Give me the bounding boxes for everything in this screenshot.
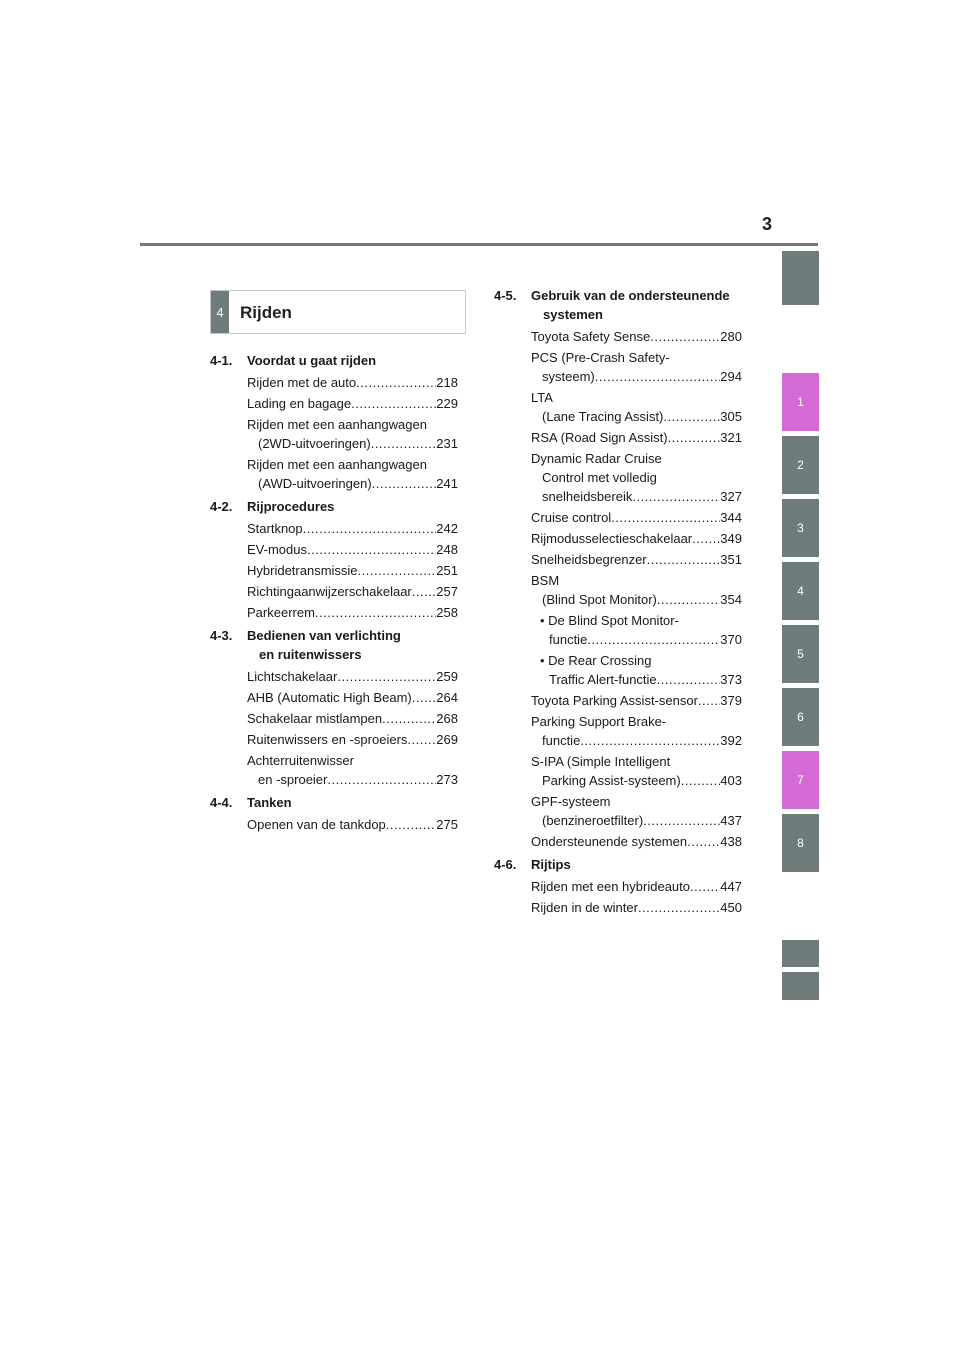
- toc-page-number: 259: [436, 669, 458, 684]
- toc-entry-text: Openen van de tankdop: [247, 817, 386, 832]
- toc-page-number: 450: [720, 900, 742, 915]
- toc-group-title-line: Rijtips: [531, 857, 571, 872]
- toc-leader-dots: [643, 811, 720, 830]
- toc-leader-dots: [315, 603, 436, 622]
- toc-entry[interactable]: [531, 449, 742, 506]
- toc-leader-dots: [650, 327, 720, 346]
- toc-entry-text: snelheidsbereik: [542, 489, 633, 504]
- toc-entry-last-line: [247, 474, 458, 493]
- section-number: 4: [211, 291, 229, 333]
- toc-group-heading: [494, 286, 742, 324]
- toc-group-heading: [210, 626, 458, 664]
- toc-group-title: [531, 286, 742, 324]
- toc-leader-dots: [690, 877, 720, 896]
- toc-entry[interactable]: [531, 388, 742, 426]
- toc-group-number: 4-6.: [494, 857, 517, 872]
- toc-entry-last-line: [531, 590, 742, 609]
- toc-leader-dots: [412, 688, 437, 707]
- toc-entry[interactable]: [531, 712, 742, 750]
- toc-entry-last-line: [247, 709, 458, 728]
- toc-group-heading: [494, 855, 742, 874]
- toc-leader-dots: [687, 832, 720, 851]
- toc-entry-line: LTA: [531, 390, 553, 405]
- chapter-tab-7[interactable]: 7: [782, 751, 819, 809]
- toc-entry-last-line: [247, 688, 458, 707]
- toc-page-number: 251: [436, 563, 458, 578]
- toc-entry-text: EV-modus: [247, 542, 307, 557]
- toc-entry-last-line: [247, 667, 458, 686]
- toc-page-number: 280: [720, 329, 742, 344]
- toc-entry-last-line: [531, 529, 742, 548]
- toc-leader-dots: [371, 434, 437, 453]
- toc-entry-last-line: [531, 731, 742, 750]
- toc-page-number: 268: [436, 711, 458, 726]
- toc-entry-last-line: [531, 508, 742, 527]
- toc-leader-dots: [692, 529, 720, 548]
- toc-entry-last-line: [247, 540, 458, 559]
- toc-group-title: [247, 497, 458, 516]
- toc-entry[interactable]: [247, 394, 458, 413]
- toc-entry[interactable]: [247, 415, 458, 453]
- toc-entry[interactable]: [531, 792, 742, 830]
- toc-entry-last-line: [531, 877, 742, 896]
- toc-entry-last-line: [247, 394, 458, 413]
- toc-entry[interactable]: [247, 519, 458, 538]
- toc-entry[interactable]: [531, 508, 742, 527]
- section-title: Rijden: [240, 303, 292, 322]
- toc-leader-dots: [327, 770, 436, 789]
- toc-leader-dots: [356, 373, 436, 392]
- chapter-tab-2[interactable]: 2: [782, 436, 819, 494]
- toc-left-column: [210, 351, 458, 838]
- toc-leader-dots: [657, 590, 720, 609]
- toc-entry-line: GPF-systeem: [531, 794, 611, 809]
- toc-leader-dots: [595, 367, 721, 386]
- toc-group-number: 4-1.: [210, 353, 233, 368]
- toc-entry-last-line: [247, 582, 458, 601]
- toc-entry-last-line: [531, 691, 742, 710]
- toc-entry[interactable]: [531, 550, 742, 569]
- toc-group-title-line: Rijprocedures: [247, 499, 335, 514]
- toc-entry-last-line: [531, 327, 742, 346]
- toc-entry-line: Rijden met een aanhangwagen: [247, 457, 427, 472]
- toc-entry-text: Ruitenwissers en -sproeiers: [247, 732, 408, 747]
- toc-entry-last-line: [531, 771, 742, 790]
- toc-entry-text: (2WD-uitvoeringen): [258, 436, 371, 451]
- toc-entry-text: RSA (Road Sign Assist): [531, 430, 668, 445]
- toc-group: [210, 626, 458, 789]
- toc-page-number: 275: [436, 817, 458, 832]
- chapter-tab-4[interactable]: 4: [782, 562, 819, 620]
- toc-entry-text: (Lane Tracing Assist): [542, 409, 664, 424]
- toc-entry[interactable]: [531, 832, 742, 851]
- toc-entry-text: Parking Assist-systeem): [542, 773, 681, 788]
- toc-page-number: 305: [720, 409, 742, 424]
- toc-right-column: [494, 286, 742, 921]
- toc-entry-text: en -sproeier: [258, 772, 328, 787]
- toc-group-title-line: Bedienen van verlichting: [247, 628, 401, 643]
- toc-entry-text: functie: [542, 733, 581, 748]
- toc-entry-last-line: [531, 367, 742, 386]
- toc-entry-last-line: [531, 670, 742, 689]
- header-rule: [140, 243, 818, 246]
- toc-entry[interactable]: [247, 709, 458, 728]
- toc-entry-text: Lading en bagage: [247, 396, 352, 411]
- toc-page-number: 248: [436, 542, 458, 557]
- toc-group-title-line: Tanken: [247, 795, 292, 810]
- toc-entry-last-line: [531, 428, 742, 447]
- toc-entry[interactable]: [531, 898, 742, 917]
- toc-page-number: 392: [720, 733, 742, 748]
- toc-page-number: 269: [436, 732, 458, 747]
- toc-entry-text: systeem): [542, 369, 595, 384]
- toc-page-number: 231: [436, 436, 458, 451]
- toc-group-title-line: en ruitenwissers: [259, 647, 362, 662]
- toc-entry-last-line: [247, 603, 458, 622]
- toc-leader-dots: [372, 474, 437, 493]
- toc-leader-dots: [587, 630, 720, 649]
- toc-entry-last-line: [247, 730, 458, 749]
- toc-page-number: 437: [720, 813, 742, 828]
- toc-page-number: 344: [720, 510, 742, 525]
- toc-entry-text: Rijden met een hybrideauto: [531, 879, 690, 894]
- toc-entry-last-line: [247, 373, 458, 392]
- toc-entry-text: Richtingaanwijzerschakelaar: [247, 584, 412, 599]
- toc-entry-text: AHB (Automatic High Beam): [247, 690, 412, 705]
- chapter-tab-3[interactable]: 3: [782, 499, 819, 557]
- toc-entry-text: Toyota Safety Sense: [531, 329, 651, 344]
- toc-group-heading: [210, 497, 458, 516]
- toc-entry-text: Ondersteunende systemen: [531, 834, 688, 849]
- toc-group-title: [247, 351, 458, 370]
- toc-entry-last-line: [531, 898, 742, 917]
- toc-entry-last-line: [247, 519, 458, 538]
- chapter-tab-5[interactable]: 5: [782, 625, 819, 683]
- toc-entry[interactable]: [247, 561, 458, 580]
- toc-leader-dots: [303, 519, 437, 538]
- toc-page-number: 373: [720, 672, 742, 687]
- toc-entry-text: Lichtschakelaar: [247, 669, 338, 684]
- toc-page-number: 438: [720, 834, 742, 849]
- toc-entry[interactable]: [531, 651, 742, 689]
- toc-entry-line: Parking Support Brake-: [531, 714, 667, 729]
- toc-entry-text: (benzineroetfilter): [542, 813, 644, 828]
- toc-entry-last-line: [531, 407, 742, 426]
- chapter-tab-blank[interactable]: [782, 940, 819, 967]
- toc-entry[interactable]: [531, 571, 742, 609]
- toc-entry-last-line: [531, 630, 742, 649]
- section-header: [210, 290, 466, 334]
- toc-entry[interactable]: [247, 730, 458, 749]
- toc-entry-line: • De Rear Crossing: [540, 653, 652, 668]
- toc-entry[interactable]: [531, 327, 742, 346]
- toc-entry-line: • De Blind Spot Monitor-: [540, 613, 679, 628]
- toc-entry-text: (AWD-uitvoeringen): [258, 476, 372, 491]
- toc-page-number: 349: [720, 531, 742, 546]
- toc-entry-text: Schakelaar mistlampen: [247, 711, 383, 726]
- toc-leader-dots: [698, 691, 720, 710]
- chapter-tab-1[interactable]: 1: [782, 373, 819, 431]
- toc-entry[interactable]: [247, 455, 458, 493]
- toc-page-number: 264: [436, 690, 458, 705]
- toc-entry-last-line: [247, 434, 458, 453]
- toc-entry-text: Parkeerrem: [247, 605, 315, 620]
- toc-page-number: 241: [436, 476, 458, 491]
- toc-leader-dots: [668, 428, 721, 447]
- toc-page-number: 370: [720, 632, 742, 647]
- toc-page-number: 403: [720, 773, 742, 788]
- toc-group-title: [247, 793, 458, 812]
- toc-entry-text: Hybridetransmissie: [247, 563, 358, 578]
- toc-entry-line: Rijden met een aanhangwagen: [247, 417, 427, 432]
- toc-entry[interactable]: [247, 373, 458, 392]
- toc-entry[interactable]: [531, 752, 742, 790]
- toc-entry-text: Toyota Parking Assist-sensor: [531, 693, 698, 708]
- toc-leader-dots: [632, 487, 720, 506]
- toc-entry-last-line: [247, 815, 458, 834]
- toc-entry-text: Rijden met de auto: [247, 375, 357, 390]
- toc-leader-dots: [412, 582, 437, 601]
- toc-page-number: 218: [436, 375, 458, 390]
- toc-leader-dots: [638, 898, 720, 917]
- toc-leader-dots: [580, 731, 720, 750]
- toc-group-heading: [210, 793, 458, 812]
- toc-entry[interactable]: [531, 428, 742, 447]
- toc-page-number: 242: [436, 521, 458, 536]
- toc-group: [210, 793, 458, 834]
- toc-entry-line: Achterruitenwisser: [247, 753, 354, 768]
- toc-group: [210, 497, 458, 622]
- toc-group-heading: [210, 351, 458, 370]
- toc-page-number: 229: [436, 396, 458, 411]
- toc-entry-text: (Blind Spot Monitor): [542, 592, 657, 607]
- toc-entry[interactable]: [531, 348, 742, 386]
- toc-entry-text: functie: [549, 632, 588, 647]
- toc-entry[interactable]: [531, 611, 742, 649]
- toc-entry-line: PCS (Pre-Crash Safety-: [531, 350, 670, 365]
- toc-entry[interactable]: [247, 751, 458, 789]
- toc-entry[interactable]: [247, 688, 458, 707]
- toc-page-number: 351: [720, 552, 742, 567]
- toc-leader-dots: [386, 815, 437, 834]
- toc-entry-line: Dynamic Radar Cruise: [531, 451, 662, 466]
- toc-page-number: 258: [436, 605, 458, 620]
- toc-entry-last-line: [247, 770, 458, 789]
- toc-entry-last-line: [247, 561, 458, 580]
- toc-group: [494, 855, 742, 917]
- toc-leader-dots: [663, 407, 720, 426]
- toc-entry-last-line: [531, 487, 742, 506]
- toc-entry[interactable]: [247, 667, 458, 686]
- toc-page-number: 257: [436, 584, 458, 599]
- toc-page-number: 379: [720, 693, 742, 708]
- toc-entry-text: Traffic Alert-functie: [549, 672, 657, 687]
- toc-entry-text: Snelheidsbegrenzer: [531, 552, 647, 567]
- toc-entry-line: S-IPA (Simple Intelligent: [531, 754, 671, 769]
- toc-entry-last-line: [531, 811, 742, 830]
- toc-entry[interactable]: [531, 529, 742, 548]
- toc-leader-dots: [358, 561, 437, 580]
- toc-group-title-line: Voordat u gaat rijden: [247, 353, 377, 368]
- toc-group-number: 4-4.: [210, 795, 233, 810]
- toc-page-number: 447: [720, 879, 742, 894]
- toc-entry[interactable]: [247, 815, 458, 834]
- toc-page-number: 321: [720, 430, 742, 445]
- toc-group: [494, 286, 742, 851]
- toc-entry[interactable]: [531, 691, 742, 710]
- toc-page-number: 294: [720, 369, 742, 384]
- toc-group-title: [531, 855, 742, 874]
- toc-leader-dots: [657, 670, 721, 689]
- toc-leader-dots: [382, 709, 436, 728]
- toc-group-title-line: Gebruik van de ondersteunende: [531, 288, 730, 303]
- toc-page-number: 327: [720, 489, 742, 504]
- toc-leader-dots: [337, 667, 436, 686]
- toc-entry-text: Cruise control: [531, 510, 612, 525]
- toc-entry[interactable]: [247, 582, 458, 601]
- toc-leader-dots: [611, 508, 720, 527]
- toc-leader-dots: [647, 550, 721, 569]
- toc-group-number: 4-2.: [210, 499, 233, 514]
- toc-entry-last-line: [531, 832, 742, 851]
- toc-leader-dots: [351, 394, 436, 413]
- chapter-tab-blank[interactable]: [782, 251, 819, 305]
- chapter-tab-blank[interactable]: [782, 972, 819, 1000]
- chapter-tab-6[interactable]: 6: [782, 688, 819, 746]
- toc-entry[interactable]: [247, 603, 458, 622]
- toc-entry-line: BSM: [531, 573, 560, 588]
- toc-entry-last-line: [531, 550, 742, 569]
- chapter-tab-8[interactable]: 8: [782, 814, 819, 872]
- toc-page-number: 273: [436, 772, 458, 787]
- toc-leader-dots: [407, 730, 436, 749]
- toc-entry-text: Startknop: [247, 521, 303, 536]
- toc-group-number: 4-3.: [210, 628, 233, 643]
- toc-entry-text: Rijmodusselectieschakelaar: [531, 531, 693, 546]
- page-number: 3: [761, 214, 772, 234]
- toc-leader-dots: [307, 540, 436, 559]
- toc-leader-dots: [681, 771, 721, 790]
- toc-group: [210, 351, 458, 493]
- toc-group-title: [247, 626, 458, 664]
- toc-entry-text: Rijden in de winter: [531, 900, 638, 915]
- toc-page-number: 354: [720, 592, 742, 607]
- toc-group-title-line: systemen: [543, 307, 603, 322]
- toc-entry[interactable]: [531, 877, 742, 896]
- toc-entry[interactable]: [247, 540, 458, 559]
- toc-group-number: 4-5.: [494, 288, 517, 303]
- toc-entry-line: Control met volledig: [542, 470, 657, 485]
